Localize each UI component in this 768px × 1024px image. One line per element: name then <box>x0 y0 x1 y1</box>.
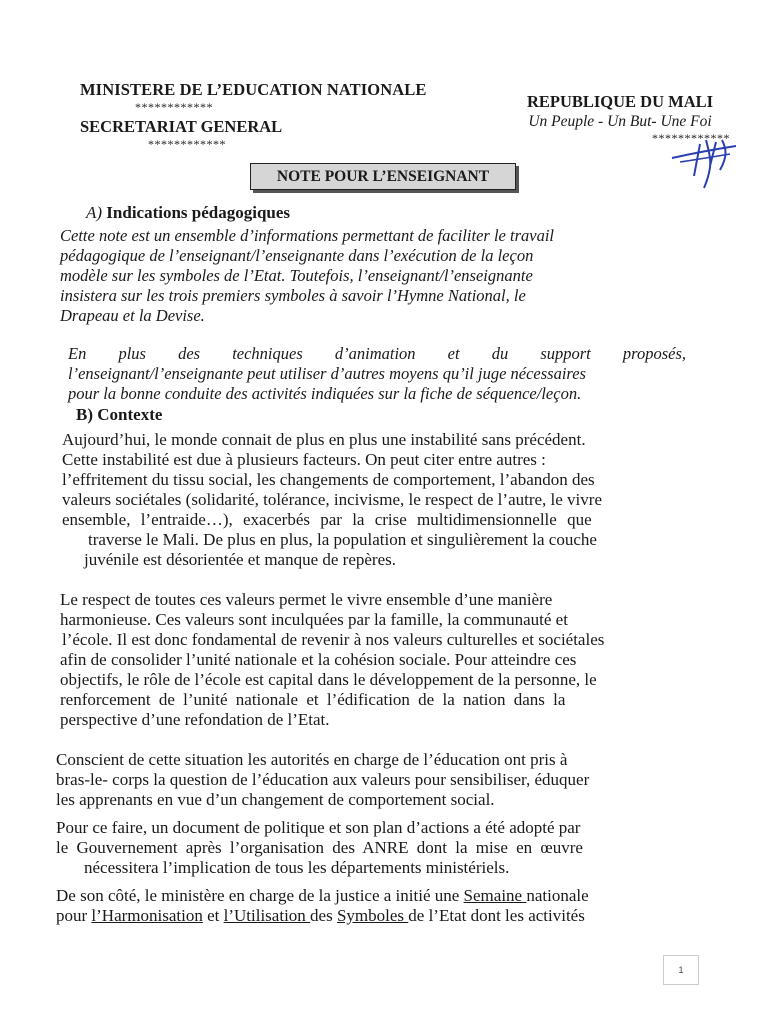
section-title: Indications pédagogiques <box>106 203 291 222</box>
text-line: Cette instabilité est due à plusieurs facteurs. On peut citer entre autres : <box>62 450 546 469</box>
text-line: Pour ce faire, un document de politique et son plan d’actions a été adopté par <box>56 818 581 837</box>
text-line: les apprenants en vue d’un changement de comportement social. <box>56 790 495 809</box>
text-line: De son côté, le ministère en charge de la justice a initié une Semaine nationale <box>56 886 589 905</box>
underlined-term: Symboles <box>336 906 409 925</box>
section-b-paragraph-1 <box>62 430 717 570</box>
ministry-name: MINISTERE DE L’EDUCATION NATIONALE <box>80 80 427 99</box>
text-line: renforcement de l’unité nationale et l’édification de la nation dans la <box>60 690 566 709</box>
text-line: harmonieuse. Ces valeurs sont inculquées par la famille, la communauté et <box>60 610 568 629</box>
text-line: le Gouvernement après l’organisation des ANRE dont la mise en œuvre <box>56 838 583 857</box>
text-line: En plus des techniques d’animation et du support proposés, <box>68 344 686 363</box>
text-line: pour la bonne conduite des activités indiquées sur la fiche de séquence/leçon. <box>68 384 582 403</box>
stars-divider: ************ <box>135 100 213 114</box>
text-line: pédagogique de l’enseignant/l’enseignante dans l’exécution de la leçon <box>60 246 534 265</box>
section-b-heading: B) Contexte <box>76 405 163 424</box>
text-line: ensemble, l’entraide…), exacerbés par la crise multidimensionnelle que <box>62 510 592 529</box>
secretariat-name: SECRETARIAT GENERAL <box>80 117 283 136</box>
underlined-term: l’Utilisation <box>223 906 311 925</box>
header-left <box>80 80 480 151</box>
national-motto: Un Peuple - Un But- Une Foi <box>528 113 712 130</box>
page-number: 1 <box>663 955 699 985</box>
underlined-term: l’Harmonisation <box>91 906 203 925</box>
text-line: afin de consolider l’unité nationale et la cohésion sociale. Pour atteindre ces <box>60 650 577 669</box>
text-line: Cette note est un ensemble d’informations permettant de faciliter le travail <box>60 226 554 245</box>
text-line: insistera sur les trois premiers symboles à savoir l’Hymne National, le <box>60 286 526 305</box>
text-line: modèle sur les symboles de l’Etat. Toutefois, l’enseignant/l’enseignante <box>60 266 533 285</box>
section-b-paragraph-2 <box>60 590 715 730</box>
section-a-paragraph-2 <box>68 344 718 404</box>
text-line: l’enseignant/l’enseignante peut utiliser d’autres moyens qu’il juge nécessaires <box>68 364 586 383</box>
document-title-box <box>250 163 516 190</box>
text-line: nécessitera l’implication de tous les départements ministériels. <box>84 858 510 877</box>
text-line: Drapeau et la Devise. <box>60 306 205 325</box>
text-line: perspective d’une refondation de l’Etat. <box>60 710 330 729</box>
text-line: bras-le- corps la question de l’éducation aux valeurs pour sensibiliser, éduquer <box>56 770 590 789</box>
section-a-paragraph-1 <box>60 226 715 326</box>
stars-divider: ************ <box>652 131 730 145</box>
republic-name: REPUBLIQUE DU MALI <box>526 92 714 111</box>
document-title: NOTE POUR L’ENSEIGNANT <box>276 167 490 185</box>
text-line: pour l’Harmonisation et l’Utilisation des Symboles de l’Etat dont les activités <box>56 906 585 925</box>
underlined-term: Semaine <box>463 886 527 905</box>
section-b-paragraph-4 <box>56 818 711 878</box>
text-line: Le respect de toutes ces valeurs permet le vivre ensemble d’une manière <box>60 590 553 609</box>
text-line: traverse le Mali. De plus en plus, la population et singulièrement la couche <box>88 530 597 549</box>
text-line: juvénile est désorientée et manque de repères. <box>84 550 397 569</box>
text-line: l’effritement du tissu social, les changements de comportement, l’abandon des <box>62 470 595 489</box>
section-b-paragraph-3 <box>56 750 711 810</box>
text-line: valeurs sociétales (solidarité, tolérance, incivisme, le respect de l’autre, le vivre <box>62 490 602 509</box>
text-line: l’école. Il est donc fondamental de revenir à nos valeurs culturelles et sociétales <box>62 630 605 649</box>
section-b-paragraph-5 <box>56 886 711 926</box>
text-line: Conscient de cette situation les autorités en charge de l’éducation ont pris à <box>56 750 568 769</box>
stars-divider: ************ <box>148 137 226 151</box>
section-a-heading <box>86 203 290 223</box>
section-letter: A) <box>86 203 103 222</box>
text-line: Aujourd’hui, le monde connait de plus en plus une instabilité sans précédent. <box>62 430 586 449</box>
signature-mark <box>670 136 740 196</box>
text-line: objectifs, le rôle de l’école est capital dans le développement de la personne, le <box>60 670 597 689</box>
